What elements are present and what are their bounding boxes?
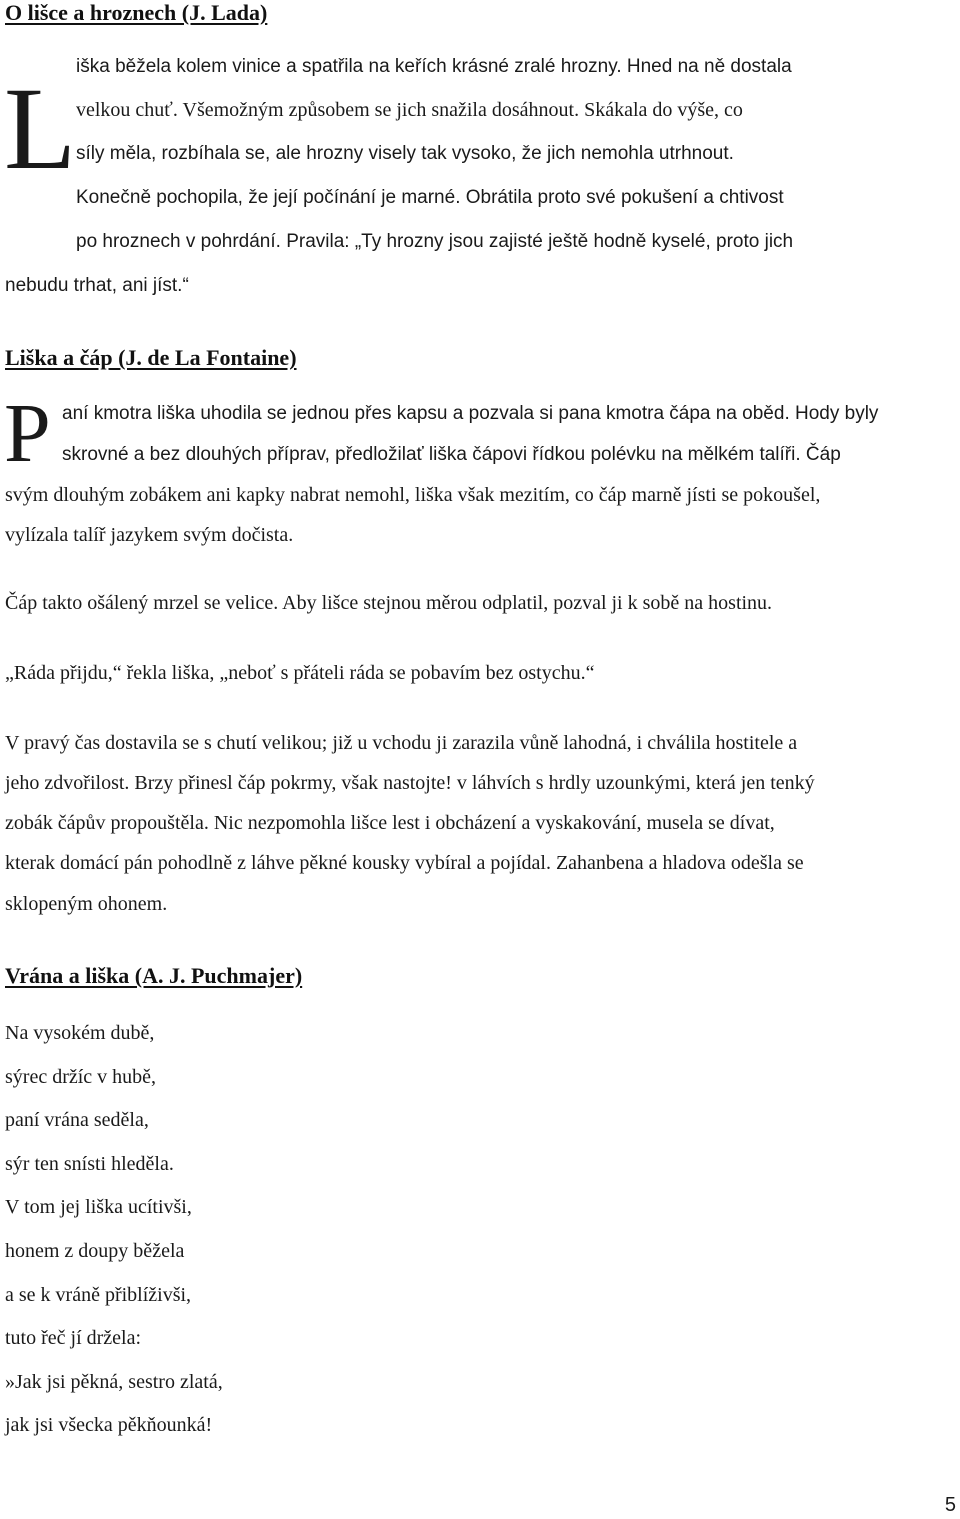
story2-line-6: „Ráda přijdu,“ řekla liška, „neboť s přáteli ráda se pobavím bez ostychu.“ (5, 662, 595, 684)
poem-line-1: Na vysokém dubě, (5, 1022, 155, 1044)
story2-line-1: aní kmotra liška uhodila se jednou přes kapsu a pozvala si pana kmotra čápa na oběd. Hody byly (62, 403, 879, 424)
poem-line-4: sýr ten snísti hleděla. (5, 1153, 174, 1175)
poem-line-5: V tom jej liška ucítivši, (5, 1196, 192, 1218)
story1-line-2: velkou chuť. Všemožným způsobem se jich snažila dosáhnout. Skákala do výše, co (76, 99, 743, 121)
story2-line-3: svým dlouhým zobákem ani kapky nabrat nemohl, liška však mezitím, co čáp marně jísti se pokoušel, (5, 484, 821, 506)
poem-line-2: sýrec držíc v hubě, (5, 1066, 157, 1088)
poem-line-6: honem z doupy běžela (5, 1240, 185, 1262)
dropcap-p: P (4, 387, 51, 480)
poem-line-7: a se k vráně přiblíživši, (5, 1284, 192, 1306)
poem-line-10: jak jsi všecka pěkňounká! (5, 1414, 213, 1436)
story2-line-5: Čáp takto ošálený mrzel se velice. Aby lišce stejnou měrou odplatil, pozval ji k sobě na hostinu. (5, 592, 773, 614)
story1-line-5: po hroznech v pohrdání. Pravila: „Ty hrozny jsou zajisté ještě hodně kyselé, proto jich (76, 231, 794, 252)
story-title-vrana-a-liska: Vrána a liška (A. J. Puchmajer) (5, 963, 303, 988)
story2-line-9: zobák čápův propouštěla. Nic nezpomohla lišce lest i obcházení a vyskakování, musela se dívat, (5, 812, 775, 834)
dropcap-l: L (4, 63, 77, 194)
page-number: 5 (944, 1494, 956, 1516)
story2-line-7: V pravý čas dostavila se s chutí velikou; již u vchodu ji zarazila vůně lahodná, i chválila hostitele a (5, 732, 798, 754)
story-title-o-lisce-a-hroznech: O lišce a hroznech (J. Lada) (5, 0, 268, 25)
poem-line-3: paní vrána seděla, (5, 1109, 149, 1131)
story2-line-11: sklopeným ohonem. (5, 893, 168, 915)
story1-line-3: síly měla, rozbíhala se, ale hrozny visely tak vysoko, že jich nemohla utrhnout. (76, 143, 734, 164)
story1-line-6: nebudu trhat, ani jíst.“ (5, 275, 189, 296)
story2-line-2: skrovné a bez dlouhých příprav, předložilať liška čápovi řídkou polévku na mělkém talíři. Čáp (62, 444, 841, 465)
story2-line-4: vylízala talíř jazykem svým dočista. (5, 524, 294, 546)
story1-line-1: iška běžela kolem vinice a spatřila na keřích krásné zralé hrozny. Hned na ně dostala (76, 56, 792, 77)
poem-line-8: tuto řeč jí držela: (5, 1327, 142, 1349)
poem-line-9: »Jak jsi pěkná, sestro zlatá, (5, 1371, 223, 1393)
story1-line-4: Konečně pochopila, že její počínání je marné. Obrátila proto své pokušení a chtivost (76, 187, 784, 208)
story-title-liska-a-cap: Liška a čáp (J. de La Fontaine) (5, 345, 297, 370)
story2-line-10: kterak domácí pán pohodlně z láhve pěkné kousky vybíral a pojídal. Zahanbena a hladova odešla se (5, 852, 804, 874)
story2-line-8: jeho zdvořilost. Brzy přinesl čáp pokrmy, však nastojte! v láhvích s hrdly uzounkými, která jen tenký (5, 772, 815, 794)
